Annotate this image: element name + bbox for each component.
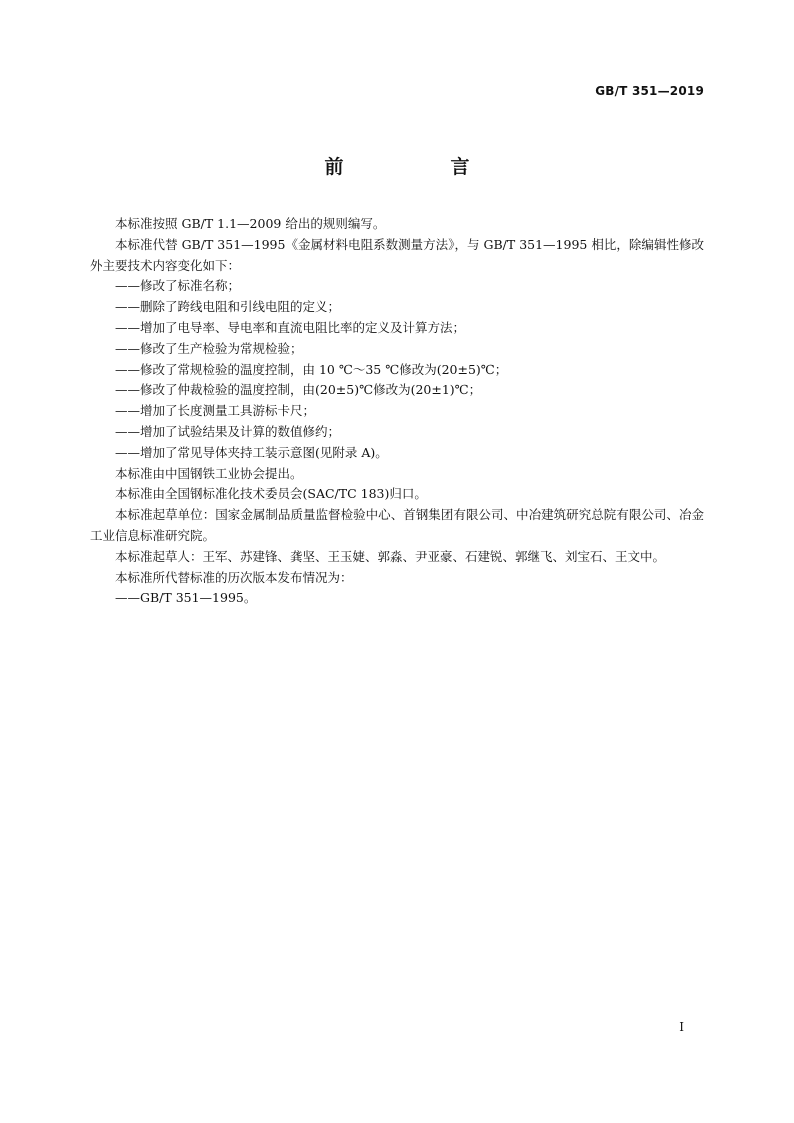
paragraph-committee: 本标准由全国钢标准化技术委员会(SAC/TC 183)归口。 [115, 486, 427, 502]
change-item: ——修改了生产检验为常规检验； [115, 340, 303, 356]
change-item: ——增加了长度测量工具游标卡尺； [115, 403, 316, 419]
page-title: 前 言 [324, 156, 514, 178]
change-item: ——增加了试验结果及计算的数值修约； [115, 423, 341, 439]
document-body [90, 214, 704, 609]
paragraph-drafters: 本标准起草人：王军、苏建锋、龚坚、王玉婕、郭淼、尹亚豪、石建锐、郭继飞、刘宝石、王文中。 [115, 548, 666, 564]
change-item: ——增加了常见导体夹持工装示意图(见附录 A)。 [115, 444, 388, 460]
change-item: ——修改了仲裁检验的温度控制，由(20±5)℃修改为(20±1)℃； [115, 382, 482, 398]
paragraph-proposer: 本标准由中国钢铁工业协会提出。 [115, 465, 303, 481]
change-item: ——修改了标准名称； [115, 278, 241, 294]
change-item: ——删除了跨线电阻和引线电阻的定义； [115, 299, 341, 315]
paragraph-history-intro: 本标准所代替标准的历次版本发布情况为： [115, 569, 353, 585]
change-item: ——增加了电导率、导电率和直流电阻比率的定义及计算方法； [115, 319, 466, 335]
page-number: I [679, 1020, 684, 1034]
history-item: ——GB/T 351—1995。 [115, 590, 257, 606]
paragraph-replacement-note: 本标准代替 GB/T 351—1995《金属材料电阻系数测量方法》，与 GB/T 351—1995 相比，除编辑性修改外主要技术内容变化如下： [90, 236, 704, 273]
paragraph-drafting-units: 本标准起草单位：国家金属制品质量监督检验中心、首钢集团有限公司、中冶建筑研究总院有限公司、冶金工业信息标准研究院。 [90, 507, 704, 543]
paragraph-drafting-rules: 本标准按照 GB/T 1.1—2009 给出的规则编写。 [115, 216, 386, 231]
change-item: ——修改了常规检验的温度控制，由 10 ℃～35 ℃修改为(20±5)℃； [115, 361, 508, 377]
standard-code-header: GB/T 351—2019 [595, 84, 704, 98]
